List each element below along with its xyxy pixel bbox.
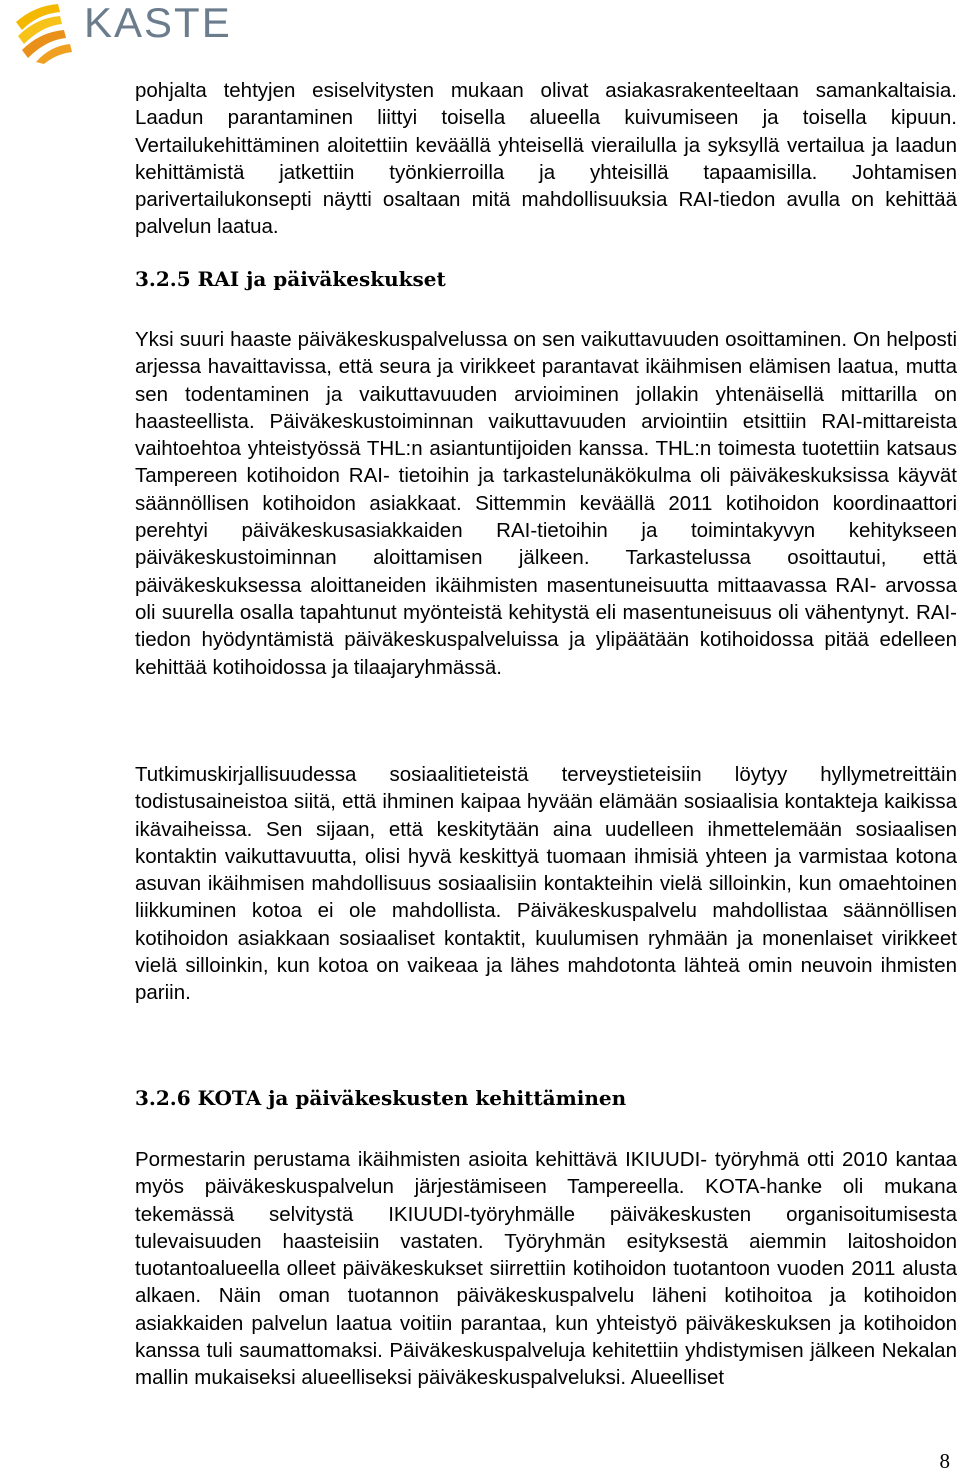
page-number: 8 [939, 1449, 950, 1473]
paragraph-2-block [135, 326, 957, 681]
section-heading: 3.2.5 RAI ja päiväkeskukset [135, 267, 446, 291]
kaste-logo [14, 2, 234, 64]
paragraph: Tutkimuskirjallisuudessa sosiaalitieteistä terveystieteisiin löytyy hyllymetreittäin todistusaineistoa siitä, että ihminen kaipaa hyvään elämään sosiaalisia kontakteja kaikissa ikävaiheissa. Sen sijaan, että keskitytään aina uudelleen ihmettelemään sosiaalisen kontaktin vaikuttavuutta, olisi hyvä keskittyä tuomaan ihmisiä yhteen ja varmistaa kotona asuvan ikäihmisen mahdollisuus sosiaalisiin kontakteihin vielä silloinkin, kun omaehtoinen liikkuminen kotoa ei ole mahdollista. Päiväkeskuspalvelu mahdollistaa säännöllisen kotihoidon asiakkaan sosiaaliset kontaktit, kuulumisen ryhmään ja monenlaiset virikkeet vielä silloinkin, kun kotoa on vaikeaa ja lähes mahdotonta lähteä omin neuvoin ihmisten pariin. [135, 763, 957, 1005]
paragraph: Yksi suuri haaste päiväkeskuspalvelussa on sen vaikuttavuuden osoittaminen. On helposti arjessa havaittavissa, että seura ja virikkeet parantavat ikäihmisen elämisen laatua, mutta sen todentaminen ja vaikuttavuuden arvioiminen jollakin yhtenäisellä mittarilla on haasteellista. Päiväkeskustoiminnan vaikuttavuuden arviointiin etsittiin RAI-mittareista vaihtoehtoa yhteistyössä THL:n asiantuntijoiden kanssa. THL:n toimesta tuotettiin katsaus Tampereen kotihoidon RAI- tietoihin ja tarkastelunäkökulma oli päiväkeskuksissa käyvät säännöllisen kotihoidon asiakkaat. Sittemmin keväällä 2011 kotihoidon koordinaattori perehtyi päiväkeskusasiakkaiden RAI-tietoihin ja toimintakyvyn kehitykseen päiväkeskustoiminnan aloittamisen jälkeen. Tarkastelussa osoittautui, että päiväkeskuksessa aloittaneiden ikäihmisten masentuneisuutta mittaavassa RAI- arvossa oli suurella osalla tapahtunut myönteistä kehitystä eli masentuneisuus oli vähentynyt. RAI-tiedon hyödyntämistä päiväkeskuspalveluissa ja ylipäätään kotihoidossa pitää edelleen kehittää kotihoidossa ja tilaajaryhmässä. [135, 328, 957, 679]
kaste-logo-icon [14, 2, 78, 64]
logo-text: KASTE [84, 0, 232, 46]
paragraph-4-block [135, 1146, 957, 1392]
section-heading-block-1 [135, 265, 957, 293]
section-heading: 3.2.6 KOTA ja päiväkeskusten kehittäminen [135, 1086, 627, 1110]
paragraph: pohjalta tehtyjen esiselvitysten mukaan olivat asiakasrakenteeltaan samankaltaisia. Laadun parantaminen liittyi toisella alueella kuivumiseen ja toisella kipuun. Vertailukehittäminen aloitettiin keväällä yhteisellä vierailulla ja syksyllä vertailua ja laadun kehittämistä jatkettiin työnkierroilla ja yhteisillä tapaamisilla. Johtamisen parivertailukonsepti näytti osaltaan mitä mahdollisuuksia RAI-tiedon avulla on kehittää palvelun laatua. [135, 79, 957, 239]
paragraph: Pormestarin perustama ikäihmisten asioita kehittävä IKIUUDI- työryhmä otti 2010 kantaa myös päiväkeskuspalvelun järjestämiseen Tampereella. KOTA-hanke oli mukana tekemässä selvitystä IKIUUDI-työryhmälle päiväkeskusten organisoitumisesta tulevaisuuden haasteisiin vastaten. Työryhmän esityksestä aiemmin laitoshoidon tuotantoalueella olleet päiväkeskukset siirrettiin kotihoidon tuotantoon vuoden 2011 alusta alkaen. Näin oman tuotannon päiväkeskuspalvelu läheni kotihoitoa ja kotihoidon asiakkaiden palvelun laatua voitiin parantaa, kun yhteistyö päiväkeskuksen ja kotihoidon kanssa tuli saumattomaksi. Päiväkeskuspalveluja kehitettiin yhdistymisen jälkeen Nekalan mallin mukaiseksi alueelliseksi päiväkeskuspalveluksi. Alueelliset [135, 1148, 957, 1390]
paragraph-1-block [135, 77, 957, 241]
section-heading-block-2 [135, 1084, 957, 1112]
paragraph-3-block [135, 761, 957, 1007]
